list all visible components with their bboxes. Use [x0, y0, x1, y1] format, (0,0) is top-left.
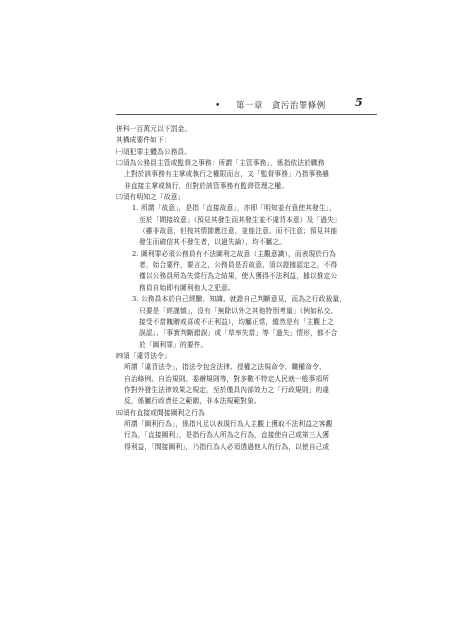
page-number: 5 [355, 96, 364, 109]
text-line: ㈢須有明知之「故意」 [116, 193, 185, 202]
text-line: 所謂「違背法令」，指法令包含法律、授權之法規命令、職權命令、 [124, 363, 326, 372]
header-bullet: • [215, 101, 221, 111]
text-line: 作對外發生法律效果之規定，至於僅具內部效力之「行政規則」的違 [124, 385, 330, 394]
header-rule [116, 114, 377, 115]
text-line: 得利益，「間接圖利」，乃指行為人必須透過他人的行為，以使自己或 [124, 442, 330, 451]
text-line: 1. 所謂「故意」，是指「直接故意」，亦即「明知並有意使其發生」， [132, 204, 337, 213]
text-line: 只要是「經謹慎」，沒有「無除以外之其他特別考量」（例如私交、 [139, 306, 338, 315]
text-line: 誤認」、「事實判斷錯誤」或「草率失當」等「過失」情形，都不合 [139, 329, 338, 338]
text-line: 非直接主掌或執行，但對於該管事務有監督管理之權。 [124, 181, 289, 190]
text-line: 上對於該事務有主掌或執行之權限而言，又「監督事務」乃指事務雖 [124, 170, 330, 179]
text-line: 行為，「直接圖利」，是指行為人所為之行為，直接使自己或第三人獲 [124, 431, 330, 440]
text-line: 併科一百萬元以下罰金。 [116, 125, 192, 133]
text-line: ㈡須為公務員主管或監督之事務：所謂「主管事務」，係指依法於職務 [116, 159, 325, 168]
text-line: 自治條例、自治規則、委辦規則等，對多數不特定人民就一般事項所 [124, 374, 330, 383]
text-line: （雖非故意，但按其情節應注意，並能注意，而不注意；預見其能 [139, 227, 338, 236]
text-line: ㈤須有直接或間接圖利之行為 [116, 408, 205, 417]
text-line: 於「圖利罪」的要件。 [139, 340, 208, 349]
text-line: 2. 圖利罪必須公務員有不法圖利之故意（主觀意識），而表現於行為 [132, 249, 336, 258]
text-line: 其構成要件如下： [116, 136, 171, 145]
text-line: 所謂「圖利行為」，係指凡足以表現行為人主觀上獲取不法利益之客觀 [124, 419, 333, 428]
text-line: ㈠須犯罪主體為公務員。 [116, 147, 192, 156]
text-line: 發生而確信其不發生者，以過失論），均不屬之。 [139, 238, 287, 247]
text-line: 3. 公務員本於自己經驗、知識、就證自己判斷意見，而為之行政裁量， [132, 295, 347, 304]
text-line: 僅以公務員所為失當行為之結果，使人獲得不法利益，據以推定公 [139, 272, 338, 281]
text-line: ㈣須「違背法令」 [116, 351, 171, 360]
text-line: 反，係屬行政責任之範圍，非本法規範對象。 [124, 397, 261, 406]
text-line: 接受不當餽贈或喜或不正利益），均屬正當，縱然是有「主觀上之 [139, 317, 334, 326]
text-line: 至於「間接故意」（預見其發生而其發生並不違背本意）及「過失」 [139, 215, 341, 224]
running-header [215, 97, 380, 113]
text-line: 者，始合要件，要言之，公務員是否故意，須以證據認定之，不得 [139, 261, 338, 270]
chapter-title: 第一章 貪污治罪條例 [236, 100, 326, 110]
body-text [116, 124, 378, 453]
text-line: 務員自始即有圖利他人之犯意。 [139, 283, 235, 292]
